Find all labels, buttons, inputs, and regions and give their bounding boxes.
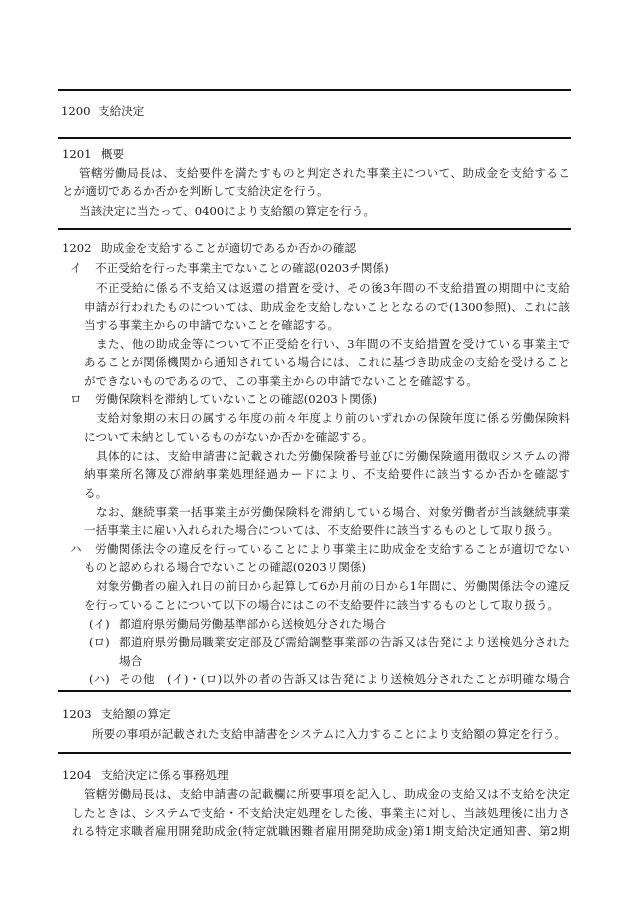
paragraph-line: 納事業所名簿及び滞納事業処理経過カードにより、不支給要件に該当するか否かを確認す: [84, 467, 570, 481]
sub-item-text: 都道府県労働局職業安定部及び需給調整事業部の告訴又は告発により送検処分された: [119, 635, 570, 649]
sub-item-marker: (ハ): [89, 672, 110, 686]
paragraph-line: また、他の助成金等について不正受給を行い、3年間の不支給措置を受けている事業主で: [96, 337, 570, 351]
paragraph-line: 一括事業主に雇い入れられた場合については、不支給要件に該当するものとして取り扱う。: [84, 523, 560, 537]
section-title: 概要: [101, 147, 125, 161]
paragraph-line: 不正受給に係る不支給又は返還の措置を受け、その後3年間の不支給措置の期間中に支給: [96, 281, 570, 295]
section-number: 1204: [62, 768, 92, 782]
section-number: 1203: [62, 707, 92, 721]
paragraph-line: 当する事業主からの申請でないことを確認する。: [84, 318, 340, 332]
item-marker: ロ: [70, 392, 82, 406]
paragraph-line: る。: [84, 486, 108, 500]
paragraph-line: を行っていることについて以下の場合にはこの不支給要件に該当するものとして取り扱う。: [84, 598, 560, 612]
paragraph-line: 管轄労働局長は、支給申請書の記載欄に所要事項を記入し、助成金の支給又は不支給を決定: [84, 787, 570, 801]
section-title: 支給額の算定: [101, 707, 171, 721]
section-title: 助成金を支給することが適切であるか否かの確認: [101, 241, 357, 255]
paragraph-line: 具体的には、支給申請書に記載された労働保険番号並びに労働保険適用徴収システムの滞: [96, 449, 570, 463]
paragraph-line: 申請が行われたものについては、助成金を支給しないこととなるので(1300参照)、これに該: [84, 300, 570, 314]
item-marker: ハ: [70, 542, 82, 556]
divider: [58, 228, 571, 230]
section-number: 1200: [61, 104, 91, 118]
sub-item-marker: (イ): [89, 617, 110, 631]
divider: [58, 89, 571, 91]
section-title: 支給決定: [98, 104, 145, 118]
paragraph-line: 対象労働者の雇入れ日の前日から起算して6か月前の日から1年間に、労働関係法令の違反: [96, 579, 570, 593]
paragraph-line: れる特定求職者雇用開発助成金(特定就職困難者雇用開発助成金)第1期支給決定通知書、第2期: [72, 824, 570, 838]
divider: [58, 690, 571, 692]
paragraph-line: について未納としているものがないか否かを確認する。: [84, 430, 374, 444]
section-number: 1202: [62, 241, 92, 255]
paragraph-line: したときは、システムで支給・不支給決定処理をした後、事業主に対し、当該処理後に出力さ: [72, 806, 570, 820]
item-marker: イ: [70, 261, 82, 275]
sub-item-text: 都道府県労働局労働基準部から送検処分された場合: [119, 617, 386, 631]
paragraph-line: とが適切であるか否かを判断して支給決定を行う。: [62, 184, 329, 198]
item-title: 労働関係法令の違反を行っていることにより事業主に助成金を支給することが適切でない: [95, 542, 570, 556]
item-title: ものと認められる場合でないことの確認(0203リ関係): [84, 560, 367, 574]
divider: [58, 752, 571, 754]
sub-item-text: 場合: [119, 654, 143, 668]
divider: [58, 137, 571, 139]
section-number: 1201: [62, 147, 92, 161]
paragraph-line: 支給対象期の末日の属する年度の前々年度より前のいずれかの保険年度に係る労働保険料: [96, 411, 570, 425]
paragraph-line: 所要の事項が記載された支給申請書をシステムに入力することにより支給額の算定を行う。: [92, 727, 567, 741]
item-title: 不正受給を行った事業主でないことの確認(0203チ関係): [95, 261, 389, 275]
paragraph-line: 当該決定に当たって、0400により支給額の算定を行う。: [79, 204, 375, 218]
paragraph-line: なお、継続事業一括事業主が労働保険料を滞納している場合、対象労働者が当該継続事業: [96, 505, 570, 519]
item-title: 労働保険料を滞納していないことの確認(0203ト関係): [95, 392, 378, 406]
paragraph-line: ができないものであるので、この事業主からの申請でないことを確認する。: [84, 374, 478, 388]
sub-item-marker: (ロ): [89, 635, 110, 649]
sub-item-text: その他 (イ)・(ロ)以外の者の告訴又は告発により送検処分されたことが明確な場合: [119, 672, 570, 686]
paragraph-line: あることが関係機関から通知されている場合には、これに基づき助成金の支給を受けること: [84, 355, 570, 369]
paragraph-line: 管轄労働局長は、支給要件を満たすものと判定された事業主について、助成金を支給するこ: [79, 166, 570, 180]
section-title: 支給決定に係る事務処理: [101, 768, 229, 782]
